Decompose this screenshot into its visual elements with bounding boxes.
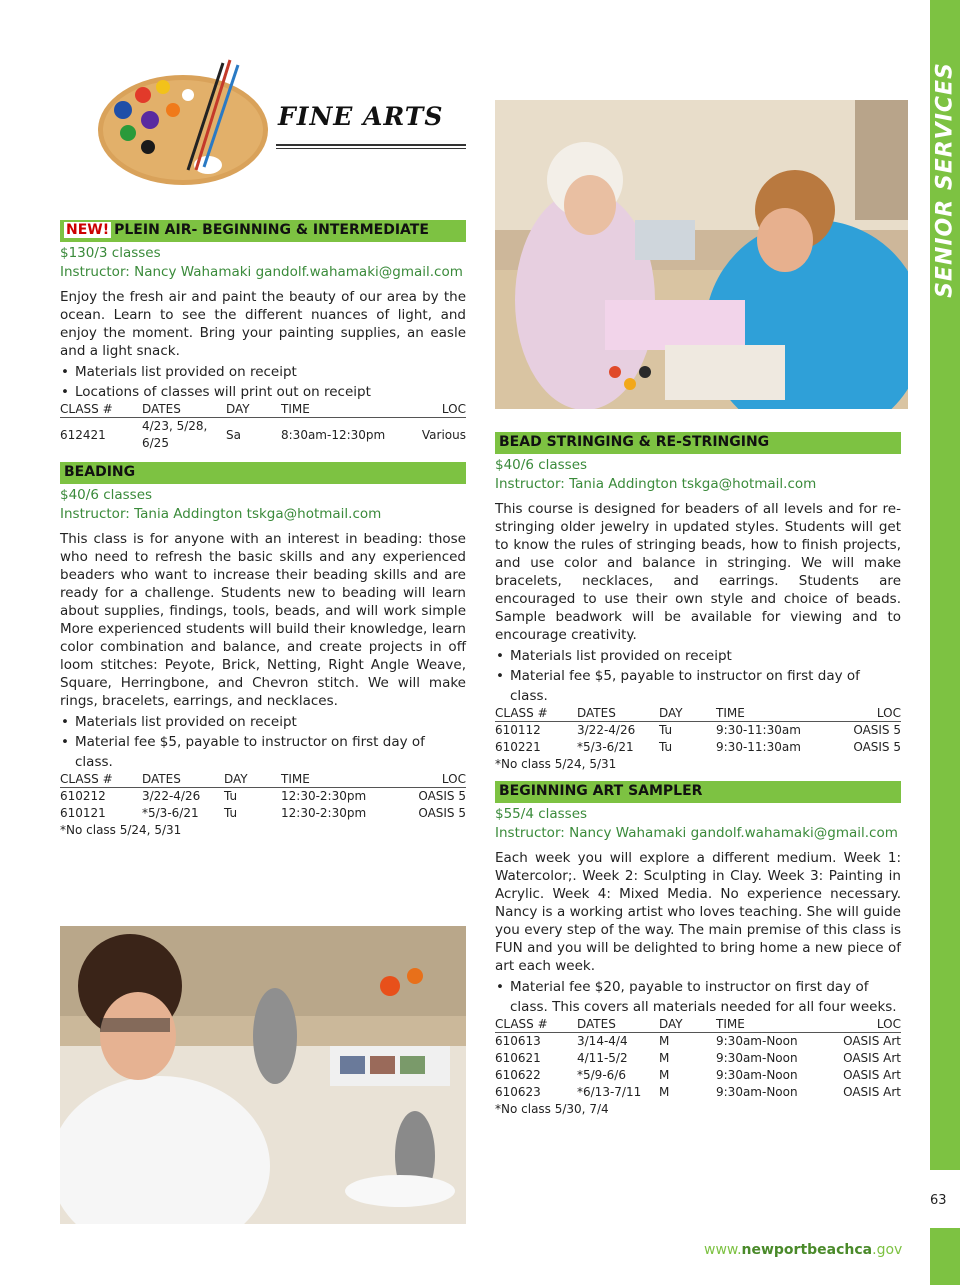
bullet-item: • Materials list provided on receipt: [60, 362, 466, 382]
bullet-item: • Material fee $20, payable to instructor on first day of class. This covers all materials needed for all four weeks.: [495, 977, 901, 1017]
class-header: BEAD STRINGING & RE-STRINGING: [495, 432, 901, 453]
class-price: $55/4 classes: [495, 806, 588, 822]
bullet-item: • Materials list provided on receipt: [60, 712, 466, 732]
class-bullets: [60, 712, 466, 772]
class-header: BEGINNING ART SAMPLER: [495, 781, 901, 802]
new-badge: NEW!: [66, 222, 110, 238]
table-row: 610221 *5/3-6/21 Tu 9:30-11:30am OASIS 5: [495, 740, 901, 754]
table-row: 612421 4/23, 5/28, 6/25 Sa 8:30am-12:30pm Various: [60, 419, 466, 450]
sidebar-band-bottom: [930, 1228, 960, 1285]
schedule-table: CLASS # DATES DAY TIME LOC 610613 3/14-4/4 M 9:30am-Noon OASIS Art 610621 4/11-5/2 M 9:30am-Noon OASIS Art 610622 *5/9-6/6 M 9:30am-Noon OASIS Art 610623 *6/13-7/11 M 9:30am-Noon OASIS Art: [495, 1017, 901, 1099]
class-instructor: Instructor: Nancy Wahamaki gandolf.wahamaki@gmail.com: [495, 825, 898, 841]
bullet-item: • Locations of classes will print out on receipt: [60, 382, 466, 402]
table-row: 610623 *6/13-7/11 M 9:30am-Noon OASIS Art: [495, 1085, 901, 1099]
class-description: This class is for anyone with an interest in beading: those who need to refresh the basic skills and any experienced beaders who want to increase their beading skills and are ready for a challenge. Students new to beading will learn about supplies, findings, tools, beads, and will work simple More experienced students will build their knowledge, learn color combination and balance, and create projects in off loom stitches: Peyote, Brick, Netting, Right Angle Weave, Square, Herringbone, and Chevron stitch. We will make rings, bracelets, earrings, and necklaces.: [60, 531, 466, 709]
schedule-note: *No class 5/24, 5/31: [495, 757, 617, 771]
schedule-table: CLASS # DATES DAY TIME LOC 610212 3/22-4/26 Tu 12:30-2:30pm OASIS 5 610121 *5/3-6/21 Tu 12:30-2:30pm OASIS 5: [60, 772, 466, 820]
class-header: NEW! PLEIN AIR- BEGINNING & INTERMEDIATE: [60, 220, 466, 241]
table-row: 610212 3/22-4/26 Tu 12:30-2:30pm OASIS 5: [60, 789, 466, 803]
page-number: 63: [930, 1193, 947, 1208]
table-row: 610622 *5/9-6/6 M 9:30am-Noon OASIS Art: [495, 1068, 901, 1082]
class-description: Enjoy the fresh air and paint the beauty of our area by the ocean. Learn to see the different nuances of light, and enjoy the moment. Bring your painting supplies, an easle and a light snack.: [60, 289, 466, 359]
class-art-sampler: [495, 781, 901, 1117]
sidebar-label: SENIOR SERVICES: [932, 62, 958, 298]
website-link[interactable]: www.newportbeachca.gov: [704, 1242, 903, 1258]
title-rule: [276, 148, 466, 149]
table-row: 610613 3/14-4/4 M 9:30am-Noon OASIS Art: [495, 1034, 901, 1048]
class-bullets: [495, 646, 901, 706]
schedule-note: *No class 5/30, 7/4: [495, 1102, 609, 1116]
class-price: $40/6 classes: [495, 457, 588, 473]
table-row: 610621 4/11-5/2 M 9:30am-Noon OASIS Art: [495, 1051, 901, 1065]
class-header: BEADING: [60, 462, 466, 483]
class-plein-air: [60, 220, 466, 452]
title-rule: [276, 144, 466, 146]
bullet-item: • Material fee $5, payable to instructor on first day of class.: [60, 732, 466, 772]
schedule-note: *No class 5/24, 5/31: [60, 823, 182, 837]
page-title: FINE ARTS: [278, 102, 444, 131]
paint-palette-icon: [88, 55, 268, 190]
class-bullets: [495, 977, 901, 1017]
class-bullets: [60, 362, 466, 402]
class-bead-stringing: [495, 432, 901, 772]
class-price: $40/6 classes: [60, 487, 153, 503]
beading-class-photo: [495, 100, 908, 409]
schedule-table: CLASS # DATES DAY TIME LOC 612421 4/23, 5/28, 6/25 Sa 8:30am-12:30pm Various: [60, 402, 466, 450]
art-class-photo: [60, 926, 466, 1224]
class-description: Each week you will explore a different medium. Week 1: Watercolor;. Week 2: Sculpting in Clay. Week 3: Painting in Acrylic. Week 4: Mixed Media. No experience necessary. Nancy is a working artist who loves teaching. She will guide you every step of the way. The main premise of this class is FUN and you will be delighted to bring home a new piece of art each week.: [495, 850, 901, 974]
schedule-table: CLASS # DATES DAY TIME LOC 610112 3/22-4/26 Tu 9:30-11:30am OASIS 5 610221 *5/3-6/21 Tu 9:30-11:30am OASIS 5: [495, 706, 901, 754]
table-row: 610112 3/22-4/26 Tu 9:30-11:30am OASIS 5: [495, 723, 901, 737]
class-instructor: Instructor: Tania Addington tskga@hotmail.com: [495, 476, 817, 492]
bullet-item: • Materials list provided on receipt: [495, 646, 901, 666]
table-row: 610121 *5/3-6/21 Tu 12:30-2:30pm OASIS 5: [60, 806, 466, 820]
class-instructor: Instructor: Tania Addington tskga@hotmail.com: [60, 506, 382, 522]
class-description: This course is designed for beaders of all levels and for re-stringing older jewelry in updated styles. Students will get to know the rules of stringing beads, how to finish projects, and use color and balance in stringing. We will make bracelets, necklaces, and earrings. Students are encouraged to use their own style and choice of beads. Sample beadwork will be available for viewing and to encourage creativity.: [495, 501, 901, 643]
class-beading: [60, 462, 466, 838]
class-price: $130/3 classes: [60, 245, 161, 261]
class-instructor: Instructor: Nancy Wahamaki gandolf.wahamaki@gmail.com: [60, 264, 463, 280]
bullet-item: • Material fee $5, payable to instructor on first day of class.: [495, 666, 901, 706]
